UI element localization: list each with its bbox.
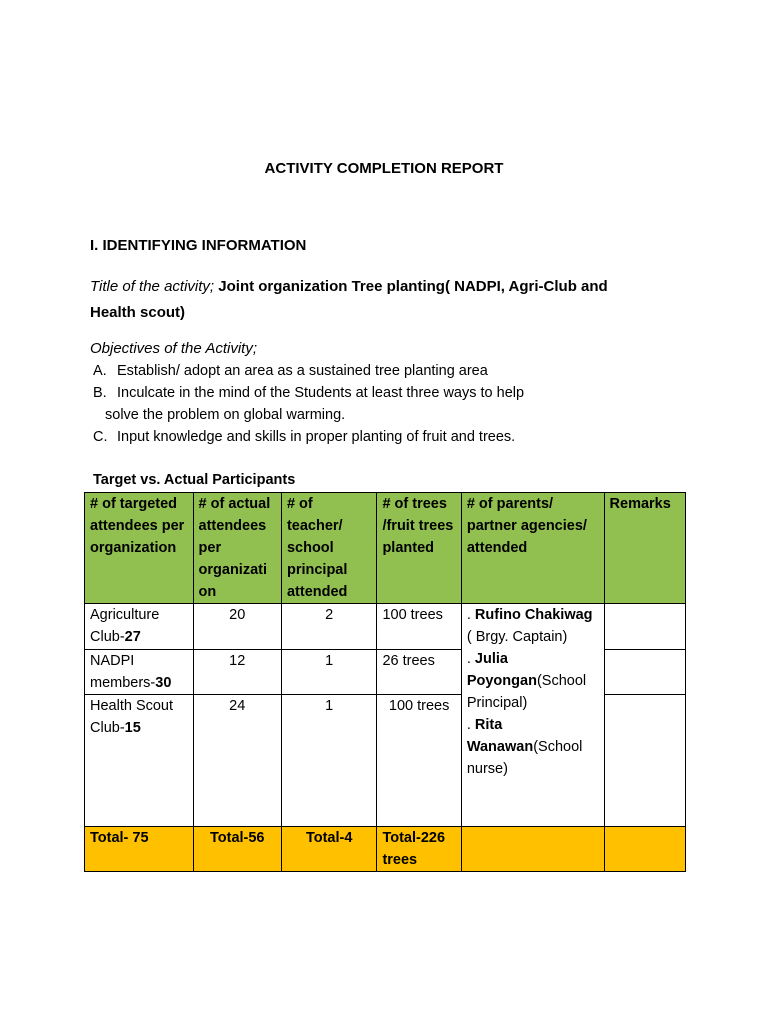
org-cell: [85, 604, 194, 650]
total-teachers-cell: Total-4: [281, 827, 376, 872]
objectives-list: [93, 360, 524, 448]
header-partners: # of parents/ partner agencies/ attended: [461, 493, 604, 604]
report-title: ACTIVITY COMPLETION REPORT: [264, 160, 504, 177]
org-target: 15: [124, 720, 141, 736]
objective-text: Input knowledge and skills in proper planting of fruit and trees.: [117, 429, 516, 445]
table-row: [85, 604, 686, 650]
org-cell: [85, 650, 194, 695]
total-trees-value: 226 trees: [382, 830, 446, 868]
header-targeted-attendees: # of targeted attendees per organization: [85, 493, 194, 604]
partner-prefix: .: [466, 607, 475, 623]
partner-role: (School nurse): [466, 739, 583, 777]
objective-text: Inculcate in the mind of the Students at least three ways to help: [117, 385, 525, 401]
remarks-cell: [604, 650, 685, 695]
objective-letter: B.: [93, 385, 107, 401]
total-trees-cell: [377, 827, 461, 872]
teachers-cell: 1: [281, 650, 376, 695]
section-heading: I. IDENTIFYING INFORMATION: [90, 237, 307, 254]
trees-cell: 100 trees: [377, 695, 461, 827]
teachers-cell: 1: [281, 695, 376, 827]
org-name: Health Scout Club-: [90, 698, 174, 736]
remarks-cell: [604, 604, 685, 650]
objectives-label: Objectives of the Activity;: [90, 340, 258, 357]
total-row: [85, 827, 686, 872]
partner-name: Rufino Chakiwag: [474, 607, 593, 623]
objective-item: [93, 426, 524, 448]
partner-role: (School Principal): [466, 673, 587, 711]
org-cell: [85, 695, 194, 827]
table-header-row: [85, 493, 686, 604]
objective-item: [93, 360, 524, 382]
org-target: 30: [155, 675, 172, 691]
partner-role: ( Brgy. Captain): [466, 629, 568, 645]
partner-name: Julia Poyongan: [466, 651, 537, 689]
total-actual-cell: Total-56: [193, 827, 281, 872]
header-remarks: Remarks: [604, 493, 685, 604]
header-actual-attendees: # of actual attendees per organizati on: [193, 493, 281, 604]
header-trees-planted: # of trees /fruit trees planted: [377, 493, 461, 604]
actual-cell: 20: [193, 604, 281, 650]
objective-text: Establish/ adopt an area as a sustained tree planting area: [117, 363, 488, 379]
trees-cell: 100 trees: [377, 604, 461, 650]
total-partners-cell: [461, 827, 604, 872]
objective-text: solve the problem on global warming.: [105, 407, 346, 423]
table-caption: Target vs. Actual Participants: [93, 472, 296, 488]
partner-prefix: .: [466, 651, 475, 667]
teachers-cell: 2: [281, 604, 376, 650]
total-target-cell: Total- 75: [85, 827, 194, 872]
partner-name: Rita Wanawan: [466, 717, 534, 755]
total-trees-label: Total-: [382, 830, 421, 846]
org-name: NADPI members-: [90, 653, 156, 691]
actual-cell: 24: [193, 695, 281, 827]
activity-title-value: Joint organization Tree planting( NADPI, Agri-Club and Health scout): [90, 278, 608, 321]
partner-prefix: .: [466, 717, 475, 733]
activity-title: [90, 274, 650, 326]
participants-table: [84, 492, 686, 872]
header-teachers: # of teacher/ school principal attended: [281, 493, 376, 604]
objective-letter: C.: [93, 429, 108, 445]
partners-cell: [461, 604, 604, 827]
objective-item: [93, 382, 524, 404]
org-name: Agriculture Club-: [90, 607, 160, 645]
objective-continuation: [93, 404, 524, 426]
activity-title-label: Title of the activity;: [90, 278, 215, 295]
actual-cell: 12: [193, 650, 281, 695]
objective-letter: A.: [93, 363, 107, 379]
trees-cell: 26 trees: [377, 650, 461, 695]
org-target: 27: [124, 629, 141, 645]
total-remarks-cell: [604, 827, 685, 872]
remarks-cell: [604, 695, 685, 827]
